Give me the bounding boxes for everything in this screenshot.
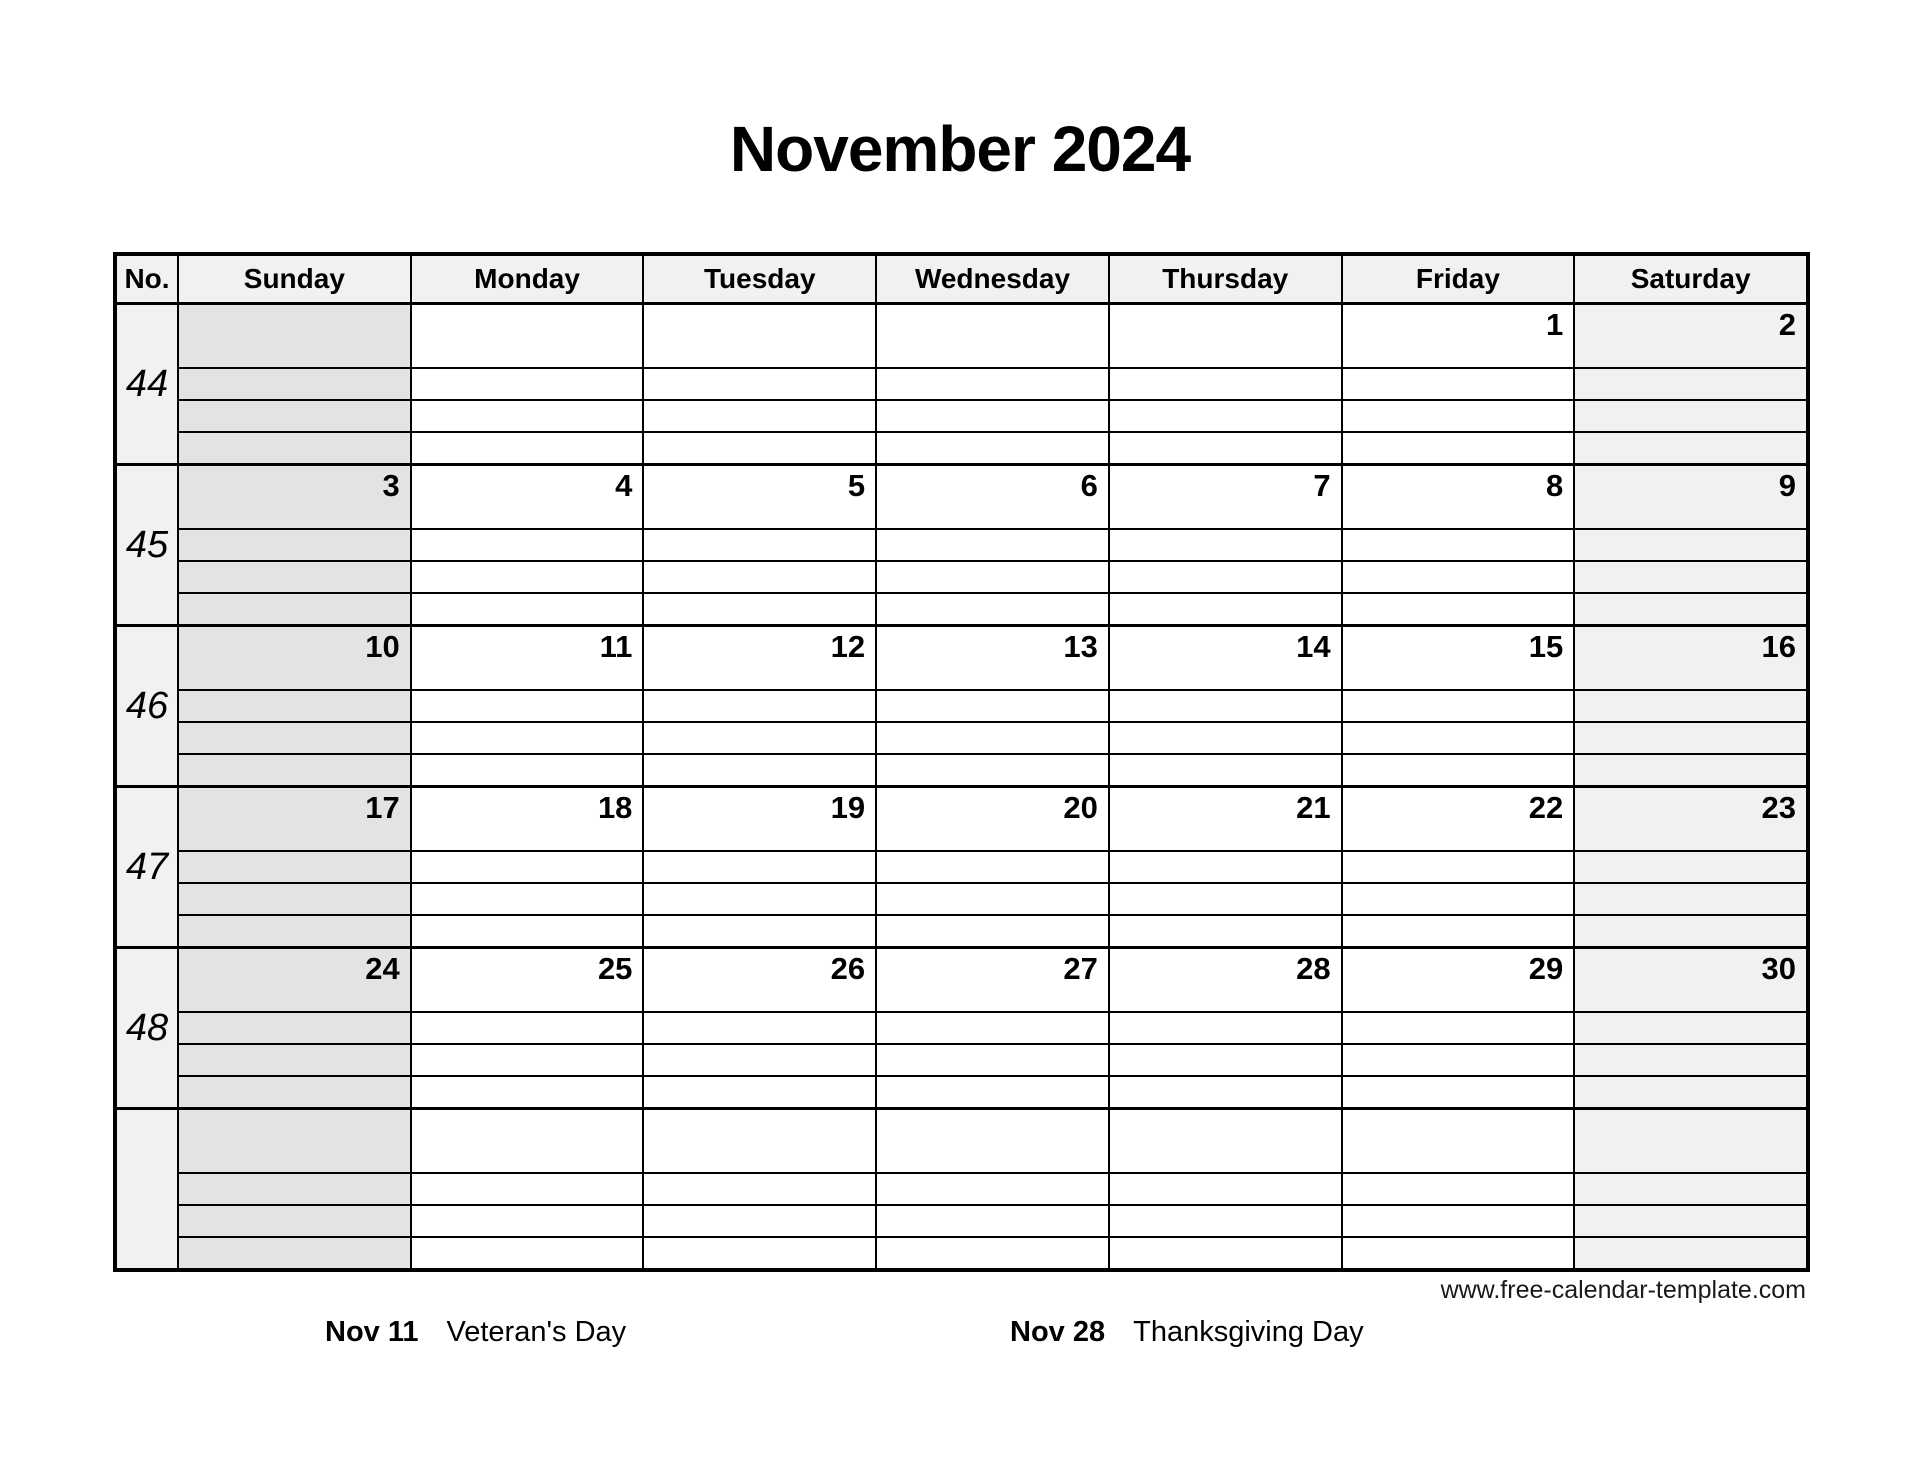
writing-line [1110, 431, 1341, 463]
day-cell [875, 305, 1108, 463]
day-cell [410, 788, 643, 946]
writing-line [877, 399, 1108, 431]
writing-line [1110, 367, 1341, 399]
writing-line [1575, 560, 1806, 592]
day-cell [1341, 788, 1574, 946]
day-cell [1108, 305, 1341, 463]
writing-line [877, 592, 1108, 624]
date-number [877, 1110, 1108, 1172]
writing-line [1343, 1172, 1574, 1204]
writing-line [877, 721, 1108, 753]
date-number: 23 [1761, 790, 1796, 825]
writing-line [1110, 1172, 1341, 1204]
holiday-item-thanksgiving-day [1010, 1316, 1364, 1349]
day-cell [1108, 949, 1341, 1107]
holiday-legend [0, 1316, 1920, 1356]
day-cell [642, 949, 875, 1107]
writing-line [179, 528, 410, 560]
date-number [877, 305, 1108, 367]
day-cell [875, 788, 1108, 946]
writing-line [644, 914, 875, 946]
date-number [1575, 1110, 1806, 1172]
holiday-name: Thanksgiving Day [1133, 1316, 1364, 1348]
writing-line [877, 1204, 1108, 1236]
writing-line [1343, 1236, 1574, 1268]
writing-line [1575, 528, 1806, 560]
writing-line [412, 1043, 643, 1075]
writing-line [1575, 399, 1806, 431]
writing-line [179, 753, 410, 785]
writing-line [1110, 753, 1341, 785]
week-row-44 [117, 305, 1806, 463]
date-number [644, 305, 875, 367]
writing-line [1110, 1075, 1341, 1107]
day-cell [410, 305, 643, 463]
day-cell [177, 627, 410, 785]
col-header-thursday: Thursday [1108, 256, 1341, 302]
date-number: 12 [830, 629, 866, 664]
col-header-monday: Monday [410, 256, 643, 302]
writing-line [412, 431, 643, 463]
date-number: 13 [1063, 629, 1098, 664]
date-number: 1 [1546, 307, 1564, 342]
writing-line [179, 689, 410, 721]
writing-line [644, 1043, 875, 1075]
writing-line [1110, 1236, 1341, 1268]
writing-line [412, 1011, 643, 1043]
day-cell [875, 949, 1108, 1107]
writing-line [179, 560, 410, 592]
writing-line [1575, 1075, 1806, 1107]
writing-line [412, 399, 643, 431]
writing-line [1575, 431, 1806, 463]
writing-line [179, 399, 410, 431]
website-link[interactable]: www.free-calendar-template.com [1440, 1276, 1806, 1304]
writing-line [644, 560, 875, 592]
day-cell [1573, 1110, 1806, 1268]
col-header-tuesday: Tuesday [642, 256, 875, 302]
writing-line [179, 1236, 410, 1268]
writing-line [644, 850, 875, 882]
writing-line [1575, 689, 1806, 721]
date-number: 15 [1528, 629, 1564, 664]
calendar-title: November 2024 [729, 113, 1191, 185]
writing-line [877, 367, 1108, 399]
writing-line [1110, 721, 1341, 753]
writing-line [179, 1204, 410, 1236]
day-cell [410, 627, 643, 785]
writing-line [179, 1075, 410, 1107]
day-cell [1573, 949, 1806, 1107]
date-number: 27 [1063, 951, 1098, 986]
writing-line [1110, 914, 1341, 946]
writing-line [644, 399, 875, 431]
day-cell [1573, 788, 1806, 946]
writing-line [1575, 1204, 1806, 1236]
writing-line [1110, 592, 1341, 624]
writing-line [1343, 399, 1574, 431]
writing-line [1343, 882, 1574, 914]
writing-line [1575, 850, 1806, 882]
writing-line [1343, 367, 1574, 399]
writing-line [877, 882, 1108, 914]
day-cell [642, 466, 875, 624]
writing-line [644, 528, 875, 560]
writing-line [1343, 1075, 1574, 1107]
date-number: 21 [1296, 790, 1331, 825]
day-cell [642, 1110, 875, 1268]
day-cell [1573, 627, 1806, 785]
writing-line [412, 367, 643, 399]
date-number [412, 1110, 643, 1172]
date-number: 17 [365, 790, 400, 825]
writing-line [179, 914, 410, 946]
writing-line [1575, 1043, 1806, 1075]
writing-line [412, 882, 643, 914]
week-number: 48 [117, 949, 177, 1107]
writing-line [644, 753, 875, 785]
day-cell [177, 305, 410, 463]
week-number: 45 [117, 466, 177, 624]
writing-line [877, 1236, 1108, 1268]
writing-line [644, 431, 875, 463]
week-row-blank [117, 1107, 1806, 1268]
week-row-47 [117, 785, 1806, 946]
writing-line [1343, 1043, 1574, 1075]
date-number [644, 1110, 875, 1172]
writing-line [644, 882, 875, 914]
writing-line [1343, 431, 1574, 463]
col-header-saturday: Saturday [1573, 256, 1806, 302]
writing-line [877, 850, 1108, 882]
date-number: 8 [1546, 468, 1564, 503]
writing-line [1575, 1011, 1806, 1043]
writing-line [644, 1236, 875, 1268]
day-cell [1108, 466, 1341, 624]
date-number: 16 [1761, 629, 1796, 664]
writing-line [1110, 850, 1341, 882]
date-number: 3 [382, 468, 400, 503]
writing-line [412, 1204, 643, 1236]
writing-line [644, 367, 875, 399]
day-cell [1341, 466, 1574, 624]
writing-line [179, 882, 410, 914]
writing-line [877, 1043, 1108, 1075]
writing-line [877, 1075, 1108, 1107]
col-header-sunday: Sunday [177, 256, 410, 302]
writing-line [412, 689, 643, 721]
writing-line [179, 1172, 410, 1204]
writing-line [179, 431, 410, 463]
date-number [179, 1110, 410, 1172]
writing-line [412, 914, 643, 946]
writing-line [1110, 882, 1341, 914]
date-number: 22 [1528, 790, 1564, 825]
date-number [412, 305, 643, 367]
holiday-item-veterans-day [325, 1316, 626, 1349]
writing-line [1343, 850, 1574, 882]
writing-line [644, 1172, 875, 1204]
date-number: 19 [830, 790, 866, 825]
day-cell [1573, 466, 1806, 624]
writing-line [644, 689, 875, 721]
day-cell [177, 1110, 410, 1268]
date-number: 28 [1296, 951, 1331, 986]
writing-line [412, 753, 643, 785]
writing-line [1575, 882, 1806, 914]
date-number: 4 [615, 468, 633, 503]
date-number [1110, 305, 1341, 367]
day-cell [1341, 1110, 1574, 1268]
day-cell [177, 949, 410, 1107]
date-number: 20 [1063, 790, 1098, 825]
day-cell [1341, 305, 1574, 463]
date-number: 6 [1080, 468, 1098, 503]
writing-line [644, 721, 875, 753]
week-row-46 [117, 624, 1806, 785]
writing-line [179, 721, 410, 753]
col-header-friday: Friday [1341, 256, 1574, 302]
writing-line [877, 431, 1108, 463]
writing-line [412, 1172, 643, 1204]
writing-line [179, 367, 410, 399]
date-number: 7 [1313, 468, 1331, 503]
writing-line [1110, 1204, 1341, 1236]
writing-line [877, 689, 1108, 721]
day-cell [1341, 949, 1574, 1107]
day-cell [1573, 305, 1806, 463]
date-number: 25 [597, 951, 633, 986]
holiday-date: Nov 28 [1010, 1316, 1106, 1348]
writing-line [1110, 528, 1341, 560]
date-number: 29 [1528, 951, 1564, 986]
calendar-grid [113, 252, 1810, 1272]
writing-line [1110, 689, 1341, 721]
date-number: 11 [599, 629, 633, 664]
writing-line [412, 1075, 643, 1107]
day-cell [410, 466, 643, 624]
writing-line [877, 753, 1108, 785]
writing-line [179, 592, 410, 624]
writing-line [412, 721, 643, 753]
date-number: 9 [1778, 468, 1796, 503]
day-cell [410, 1110, 643, 1268]
day-cell [1108, 1110, 1341, 1268]
writing-line [412, 1236, 643, 1268]
writing-line [1343, 753, 1574, 785]
date-number: 26 [830, 951, 866, 986]
week-number [117, 1110, 177, 1268]
date-number: 18 [597, 790, 633, 825]
week-number: 46 [117, 627, 177, 785]
writing-line [412, 528, 643, 560]
writing-line [1575, 367, 1806, 399]
writing-line [1110, 560, 1341, 592]
holiday-date: Nov 11 [325, 1316, 419, 1348]
day-cell [410, 949, 643, 1107]
day-cell [1341, 627, 1574, 785]
writing-line [877, 528, 1108, 560]
writing-line [1110, 1011, 1341, 1043]
date-number [1110, 1110, 1341, 1172]
writing-line [1343, 592, 1574, 624]
writing-line [644, 592, 875, 624]
date-number: 5 [847, 468, 866, 503]
writing-line [179, 850, 410, 882]
writing-line [877, 914, 1108, 946]
writing-line [877, 1011, 1108, 1043]
day-cell [642, 627, 875, 785]
writing-line [1343, 1204, 1574, 1236]
week-row-45 [117, 463, 1806, 624]
writing-line [179, 1011, 410, 1043]
day-cell [875, 466, 1108, 624]
weekday-header-row [117, 256, 1806, 305]
day-cell [177, 466, 410, 624]
week-number: 44 [117, 305, 177, 463]
writing-line [644, 1075, 875, 1107]
writing-line [1343, 528, 1574, 560]
writing-line [1343, 560, 1574, 592]
date-number: 2 [1778, 307, 1796, 342]
day-cell [177, 788, 410, 946]
date-number: 10 [365, 629, 400, 664]
writing-line [1110, 1043, 1341, 1075]
date-number: 14 [1296, 629, 1331, 664]
day-cell [875, 627, 1108, 785]
day-cell [642, 788, 875, 946]
writing-line [644, 1011, 875, 1043]
day-cell [1108, 788, 1341, 946]
writing-line [412, 592, 643, 624]
col-header-week-no: No. [124, 263, 170, 294]
day-cell [875, 1110, 1108, 1268]
date-number [179, 305, 410, 367]
week-number: 47 [117, 788, 177, 946]
writing-line [877, 560, 1108, 592]
day-cell [1108, 627, 1341, 785]
holiday-name: Veteran's Day [446, 1316, 627, 1348]
day-cell [642, 305, 875, 463]
writing-line [1575, 1172, 1806, 1204]
date-number [1343, 1110, 1574, 1172]
writing-line [412, 560, 643, 592]
week-row-48 [117, 946, 1806, 1107]
writing-line [1343, 914, 1574, 946]
writing-line [179, 1043, 410, 1075]
writing-line [1575, 914, 1806, 946]
writing-line [1575, 592, 1806, 624]
writing-line [1110, 399, 1341, 431]
date-number: 24 [365, 951, 400, 986]
writing-line [412, 850, 643, 882]
writing-line [1575, 721, 1806, 753]
writing-line [1343, 689, 1574, 721]
col-header-wednesday: Wednesday [875, 256, 1108, 302]
writing-line [1575, 753, 1806, 785]
date-number: 30 [1761, 951, 1796, 986]
weeks-container [117, 305, 1806, 1268]
writing-line [1575, 1236, 1806, 1268]
writing-line [644, 1204, 875, 1236]
writing-line [1343, 1011, 1574, 1043]
writing-line [877, 1172, 1108, 1204]
writing-line [1343, 721, 1574, 753]
